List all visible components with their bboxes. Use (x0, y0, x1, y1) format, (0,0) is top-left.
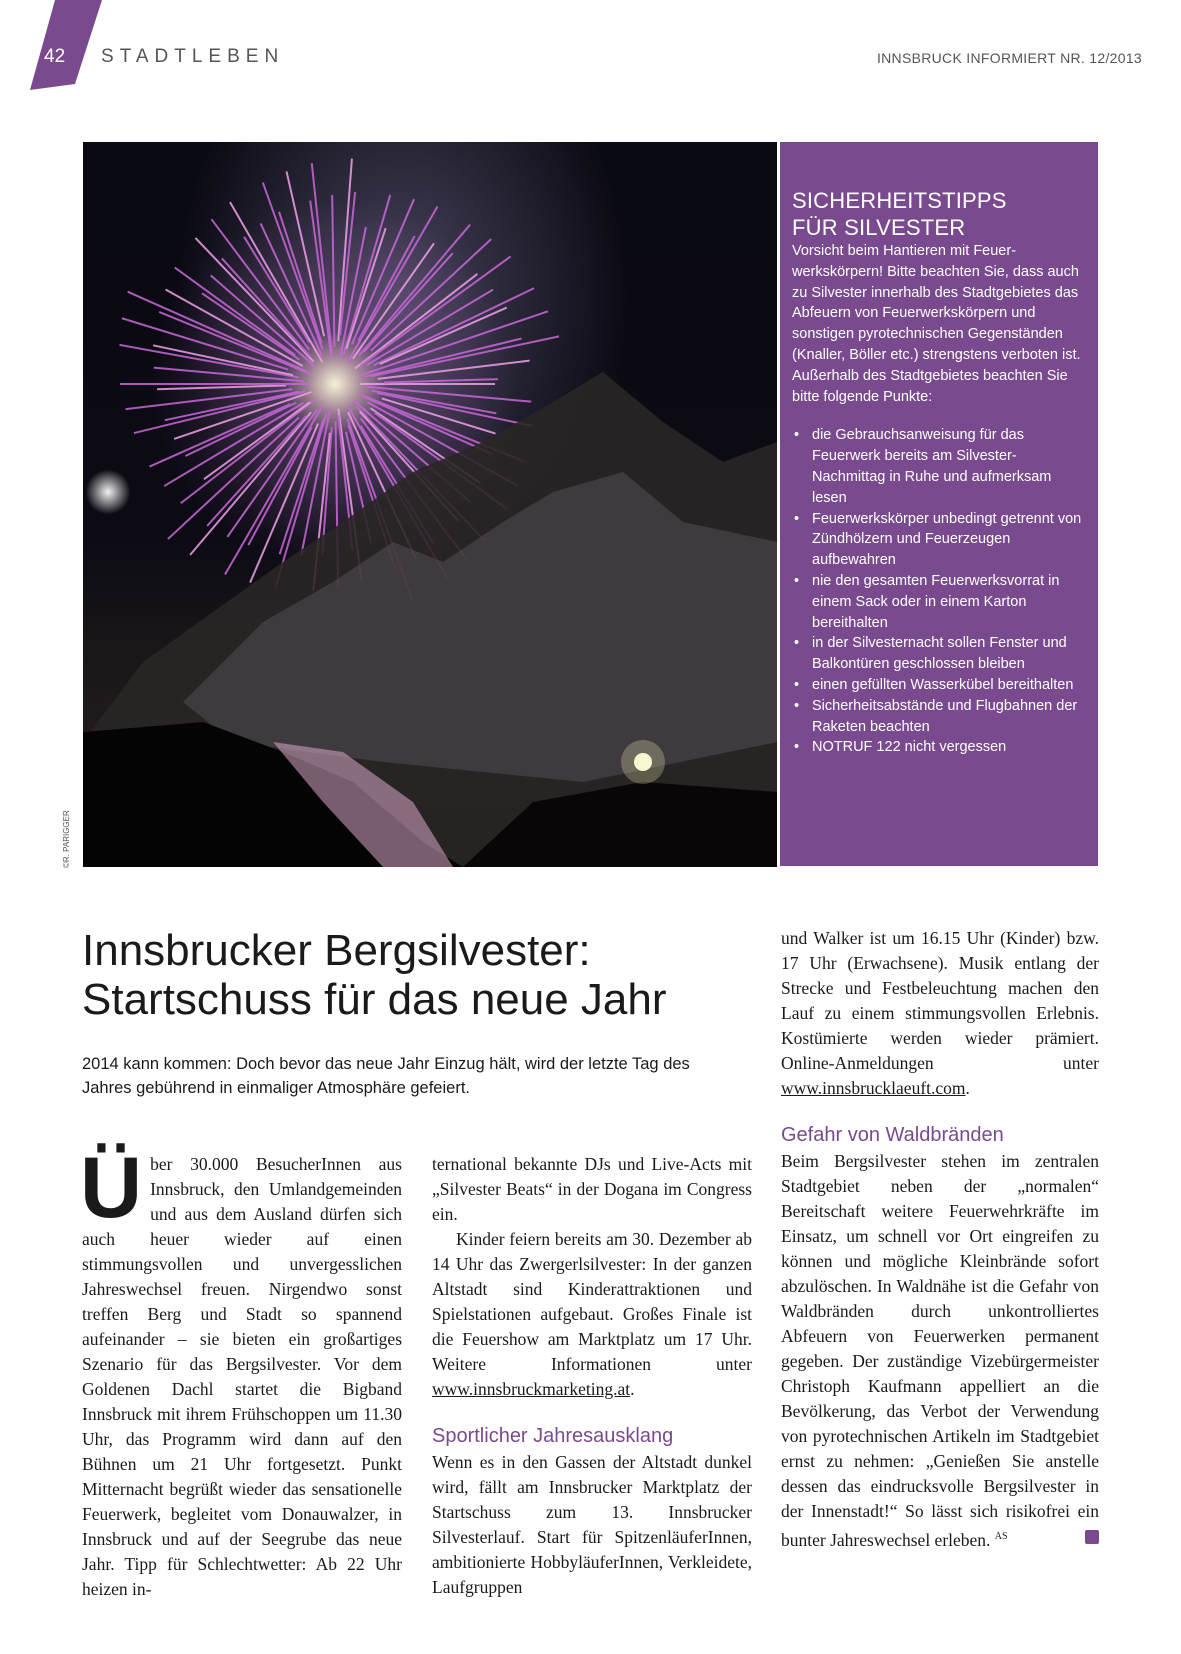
fireworks-photo (83, 142, 777, 867)
innsbruckmarketing-link[interactable]: www.innsbruckmarketing.at (432, 1379, 631, 1399)
list-item: • NOTRUF 122 nicht vergessen (792, 737, 1086, 758)
article-headline: Innsbrucker Bergsilvester: Startschuss für das neue Jahr (82, 926, 667, 1024)
safety-tips-intro: Vorsicht beim Hantieren mit Feuer-werkskörpern! Bitte beachten Sie, dass auch zu Silvester innerhalb des Stadtgebietes das Abfeuern von Feuerwerkskörpern und sonstigen pyrotechnischen Gegenständen (Knaller, Böller etc.) strengstens verboten ist. Außerhalb des Stadtgebietes beachten Sie bitte folgende Punkte: (792, 243, 1081, 405)
paragraph: Kinder feiern bereits am 30. Dezember ab 14 Uhr das Zwergerlsilvester: In der ganzen Altstadt sind Kinderattraktionen und Spielstationen aufgebaut. Großes Finale ist die Feuershow am Marktplatz um 17 Uhr. Weitere Informationen unter www.innsbruckmarketing.at. (432, 1229, 752, 1399)
paragraph: Wenn es in den Gassen der Altstadt dunkel wird, fällt am Innsbrucker Marktplatz der Startschuss zum 13. Innsbrucker Silvesterlauf. Start für SpitzenläuferInnen, ambitionierte HobbyläuferInnen, Verkleidete, Laufgruppen (432, 1452, 752, 1597)
page-number: 42 (44, 46, 66, 67)
safety-tips-title: SICHERHEITSTIPPS FÜR SILVESTER (792, 188, 1007, 240)
paragraph: Beim Bergsilvester stehen im zentralen Stadtgebiet neben der „normalen“ Bereitschaft weitere Feuerwehrkräfte im Einsatz, um schnell vor Ort eingreifen zu können und mögliche Kleinbrände sofort abzulöschen. In Waldnähe ist die Gefahr von Waldbränden durch unkontrolliertes Abfeuern von Feuerwerken permanent gegeben. Der zuständige Vizebürgermeister Christoph Kaufmann appelliert an die Bevölkerung, das Verbot der Verwendung von pyrotechnischen Artikeln im Stadtgebiet ernst zu nehmen: „Genießen Sie anstelle dessen das eindrucksvolle Bergsilvester in der Innenstadt!“ So lässt sich risikofrei ein bunter Jahreswechsel erleben. $^{AS}$ (781, 1151, 1099, 1550)
section-title: STADTLEBEN (101, 46, 285, 67)
list-item: • nie den gesamten Feuerwerksvorrat in einem Sack oder in einem Karton bereithalten (792, 571, 1086, 633)
safety-tips-list (792, 425, 1086, 758)
paragraph: ternational bekannte DJs und Live-Acts mit „Silvester Beats“ in der Dogana im Congress ein. (432, 1154, 752, 1224)
photo-credit: ©R. PARIGGER (62, 810, 71, 868)
article-column-2 (432, 1152, 752, 1600)
end-mark-icon (1085, 1530, 1099, 1544)
fireworks-illustration (83, 142, 777, 867)
paragraph: ber 30.000 BesucherInnen aus Innsbruck, den Umlandgemeinden und aus dem Ausland dürfen sich auch heuer wieder auf einen stimmungsvollen und unvergesslichen Jahreswechsel freuen. Nirgendwo sonst treffen Berg und Stadt so spannend aufeinander – sie bieten ein großartiges Szenario für das Bergsilvester. Vor dem Goldenen Dachl startet die Bigband Innsbruck mit ihrem Frühschoppen um 11.30 Uhr, das Programm wird dann auf den Bühnen um 21 Uhr fortgesetzt. Punkt Mitternacht begrüßt wieder das sensationelle Feuerwerk, begleitet vom Donauwalzer, in Innsbruck und auf der Seegrube das neue Jahr. Tipp für Schlechtwetter: Ab 22 Uhr heizen in- (82, 1154, 402, 1599)
article-lede: 2014 kann kommen: Doch bevor das neue Jahr Einzug hält, wird der letzte Tag des Jahres gebührend in einmaliger Atmosphäre gefeiert. (82, 1055, 690, 1097)
drop-cap: Ü (80, 1140, 143, 1236)
list-item: • Sicherheitsabstände und Flugbahnen der Raketen beachten (792, 696, 1086, 738)
list-item: • die Gebrauchsanweisung für das Feuerwerk bereits am Silvester-Nachmittag in Ruhe und aufmerksam lesen (792, 425, 1086, 508)
subhead-gefahr-von-waldbraenden: Gefahr von Waldbränden (781, 1124, 1004, 1146)
paragraph: und Walker ist um 16.15 Uhr (Kinder) bzw. 17 Uhr (Erwachsene). Musik entlang der Strecke und Festbeleuchtung machen den Lauf zu einem stimmungsvollen Erlebnis. Kostümierte werden wieder prämiert. Online-Anmeldungen unter www.innsbrucklaeuft.com. (781, 928, 1099, 1098)
list-item: • einen gefüllten Wasserkübel bereithalten (792, 675, 1086, 696)
list-item: • in der Silvesternacht sollen Fenster und Balkontüren geschlossen bleiben (792, 633, 1086, 675)
author-signature: AS (994, 1531, 1008, 1542)
section-tab (30, 0, 102, 90)
issue-label: INNSBRUCK INFORMIERT NR. 12/2013 (876, 50, 1142, 66)
list-item: • Feuerwerkskörper unbedingt getrennt von Zündhölzern und Feuerzeugen aufbewahren (792, 509, 1086, 571)
safety-tips-box (780, 142, 1098, 866)
article-column-3 (781, 926, 1099, 1553)
article-column-1 (80, 1140, 402, 1602)
subhead-sportlicher-jahresausklang: Sportlicher Jahresausklang (432, 1425, 674, 1447)
innsbrucklaeuft-link[interactable]: www.innsbrucklaeuft.com (781, 1078, 966, 1098)
